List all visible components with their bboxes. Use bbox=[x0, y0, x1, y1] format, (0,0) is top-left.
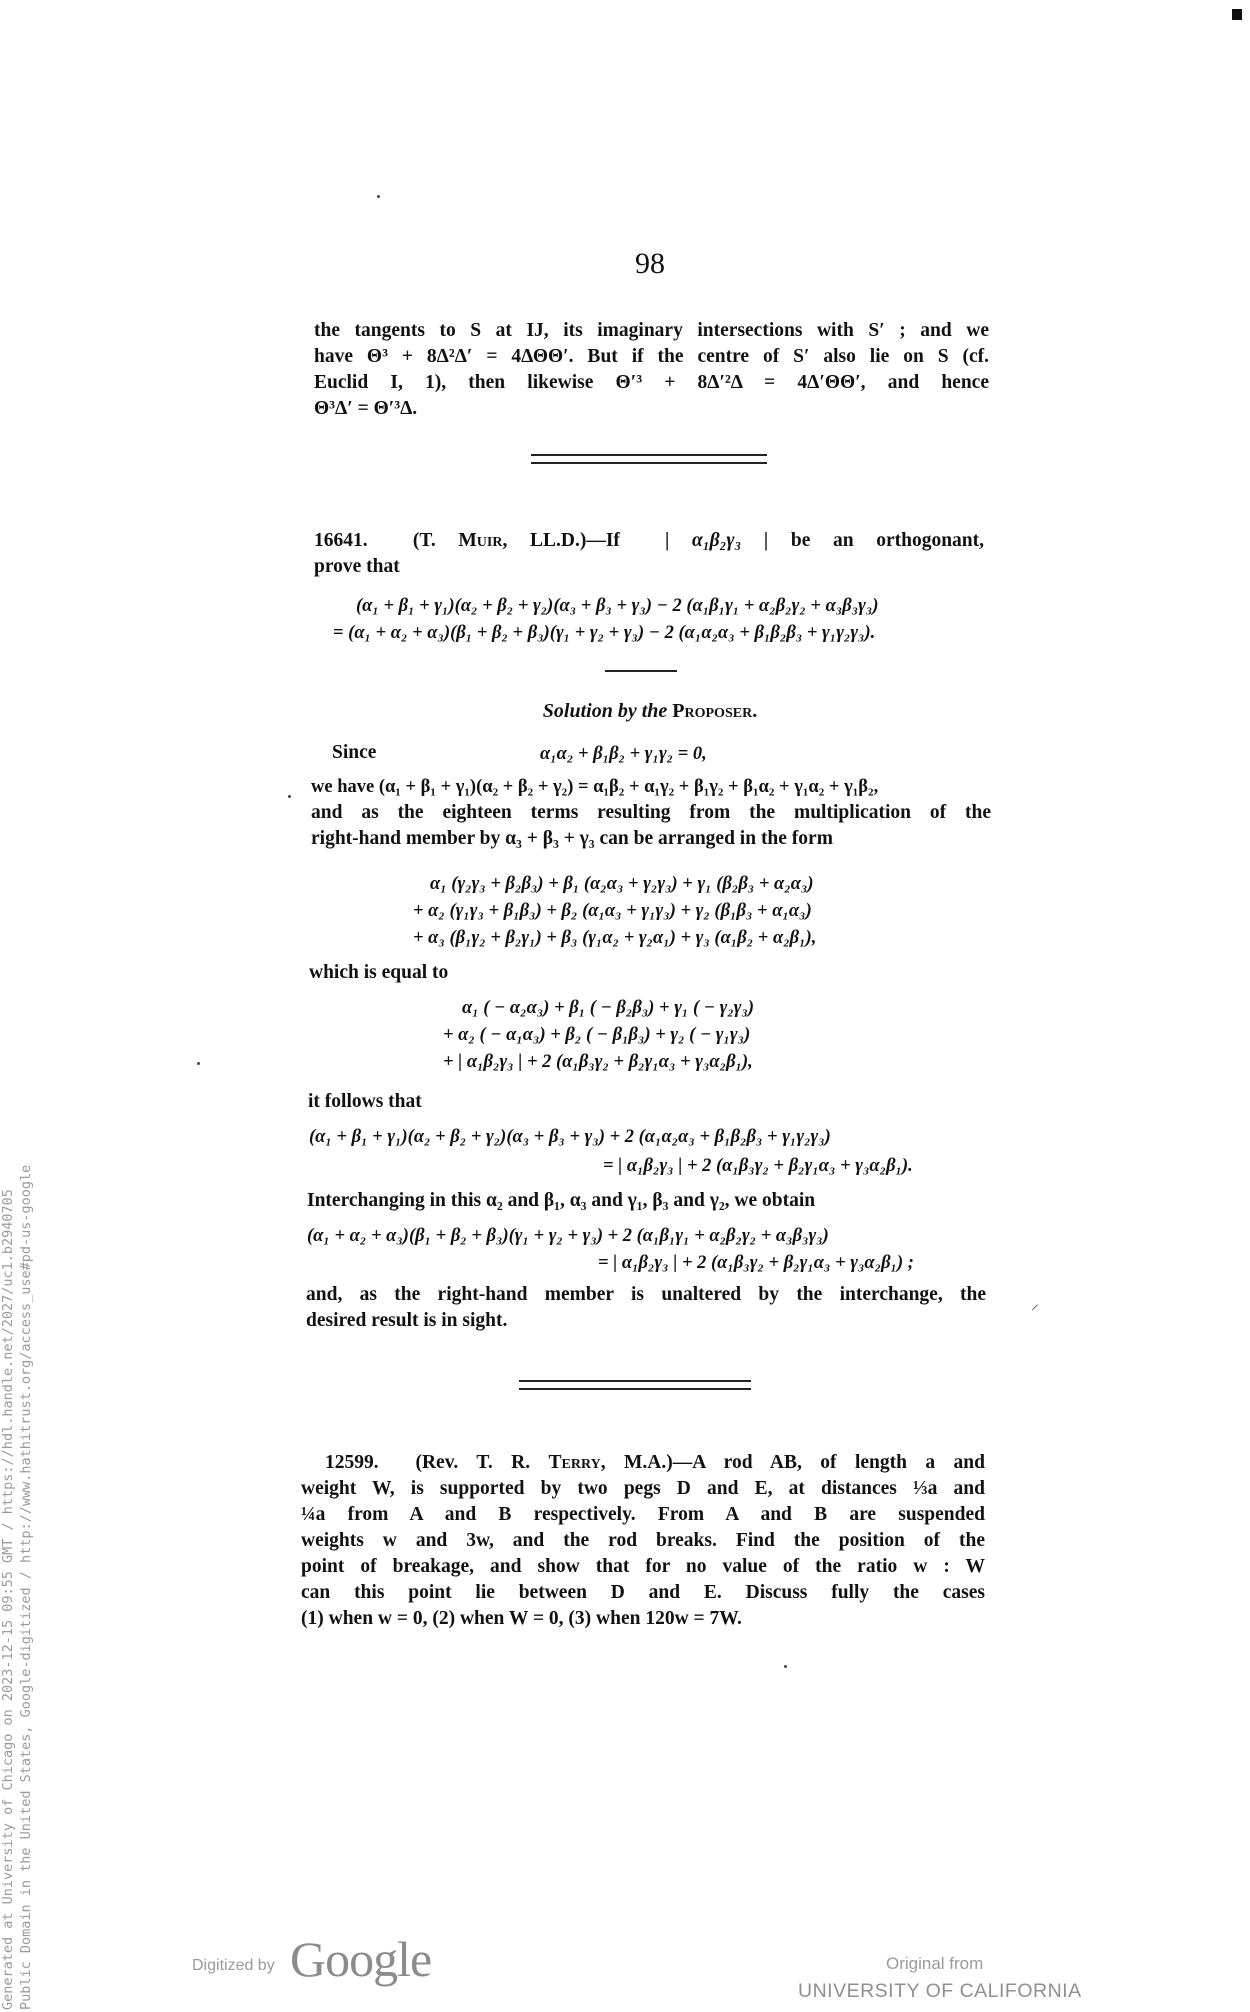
problem-16641-line1 bbox=[314, 528, 984, 554]
equation bbox=[443, 1022, 750, 1048]
equation-text: = (α₁ + α₂ + α₃)(β₁ + β₂ + β₃)(γ₁ + γ₂ + γ₃) − 2 (α₁α₂α₃ + β₁β₂β₃ + γ₁γ₂γ₃). bbox=[333, 623, 876, 643]
original-from-label: Original from bbox=[886, 1954, 984, 1973]
equation-text: + α₃ (β₁γ₂ + β₂γ₁) + β₃ (γ₁α₂ + γ₂α₁) + γ₃ (α₁β₂ + α₂β₁), bbox=[413, 928, 817, 948]
intro-line: the tangents to S at IJ, its imaginary intersections with S′ ; and we bbox=[314, 320, 989, 341]
equation bbox=[603, 1153, 913, 1179]
author-rest: , LL.D.)—If bbox=[502, 530, 620, 551]
intro-paragraph bbox=[314, 318, 989, 422]
we-have-line: we have (α₁ + β₁ + γ₁)(α₂ + β₂ + γ₂) = α₁β₂ + α₁γ₂ + β₁γ₂ + β₁α₂ + γ₁α₂ + γ₁β₂, bbox=[311, 777, 879, 797]
equation bbox=[413, 898, 812, 924]
problem-line: weight W, is supported by two pegs D and E, at distances ⅓a and bbox=[301, 1478, 985, 1499]
author-rest: , M.A.)—A rod AB, of length a and bbox=[600, 1452, 985, 1473]
equation-text: + α₂ ( − α₁α₃) + β₂ ( − β₁β₃) + γ₂ ( − γ₁γ₃) bbox=[443, 1025, 751, 1045]
equation bbox=[413, 925, 816, 951]
solution-heading-italic: Solution by the bbox=[542, 700, 668, 722]
equation bbox=[598, 1250, 914, 1276]
problem-16641-line2: prove that bbox=[314, 556, 400, 577]
scan-speck bbox=[197, 1062, 200, 1065]
scan-speck bbox=[288, 795, 291, 798]
follows bbox=[308, 1089, 988, 1115]
equation bbox=[309, 1124, 831, 1150]
problem-number: 12599. bbox=[325, 1452, 379, 1473]
which-equal bbox=[309, 960, 989, 986]
university-label: UNIVERSITY OF CALIFORNIA bbox=[798, 1980, 1082, 2002]
problem-line: weights w and 3w, and the rod breaks. Find the position of the bbox=[301, 1530, 985, 1551]
problem-line: point of breakage, and show that for no value of the ratio w : W bbox=[301, 1556, 985, 1577]
equation-text: = | α₁β₂γ₃ | + 2 (α₁β₃γ₂ + β₂γ₁α₃ + γ₃α₂β₁) ; bbox=[598, 1253, 914, 1273]
margin-line: Public Domain in the United States, Google-digitized / http://www.hathitrust.org/access_use#pd-us-google bbox=[18, 1164, 34, 2010]
scan-speck bbox=[784, 1665, 787, 1668]
which-equal-text: which is equal to bbox=[309, 962, 449, 983]
page-number: 98 bbox=[635, 247, 665, 280]
scan-speck bbox=[377, 195, 380, 198]
equation-text: α₁α₂ + β₁β₂ + γ₁γ₂ = 0, bbox=[540, 744, 707, 764]
solution-para1 bbox=[311, 774, 991, 852]
equation bbox=[356, 593, 879, 619]
intro-line: Θ³Δ′ = Θ′³Δ. bbox=[314, 398, 418, 419]
equation-text: = | α₁β₂γ₃ | + 2 (α₁β₃γ₂ + β₂γ₁α₃ + γ₃α₂β₁). bbox=[603, 1156, 913, 1176]
follows-text: it follows that bbox=[308, 1091, 422, 1112]
digitized-by-label: Digitized by bbox=[192, 1957, 275, 1974]
author-open: (T. bbox=[412, 530, 459, 551]
problem-16641 bbox=[314, 528, 984, 580]
scan-corner-mark bbox=[1232, 9, 1242, 20]
solution-heading-end: . bbox=[752, 700, 758, 722]
solution-heading bbox=[0, 700, 1250, 723]
problem-line: can this point lie between D and E. Discuss fully the cases bbox=[301, 1582, 985, 1603]
final-line: desired result is in sight. bbox=[306, 1310, 508, 1331]
equation bbox=[430, 871, 814, 897]
interchanging-text: Interchanging in this α₂ and β₁, α₃ and γ₁, β₃ and γ₂, we obtain bbox=[307, 1190, 816, 1211]
intro-line: Euclid I, 1), then likewise Θ′³ + 8Δ′²Δ = 4Δ′ΘΘ′, and hence bbox=[314, 372, 989, 393]
author-name: Terry bbox=[548, 1452, 601, 1473]
problem-line: ¼a from A and B respectively. From A and B are suspended bbox=[301, 1504, 985, 1525]
equation-text: (α₁ + α₂ + α₃)(β₁ + β₂ + β₃)(γ₁ + γ₂ + γ₃) + 2 (α₁β₁γ₁ + α₂β₂γ₂ + α₃β₃γ₃) bbox=[307, 1226, 829, 1246]
intro-line: have Θ³ + 8Δ²Δ′ = 4ΔΘΘ′. But if the centre of S′ also lie on S (cf. bbox=[314, 346, 989, 367]
equation-text: α₁ (γ₂γ₃ + β₂β₃) + β₁ (α₂α₃ + γ₂γ₃) + γ₁ (β₂β₃ + α₂α₃) bbox=[430, 874, 814, 894]
equation-text: (α₁ + β₁ + γ₁)(α₂ + β₂ + γ₂)(α₃ + β₃ + γ₃) − 2 (α₁β₁γ₁ + α₂β₂γ₂ + α₃β₃γ₃) bbox=[356, 596, 879, 616]
equation-text: α₁ ( − α₂α₃) + β₁ ( − β₂β₃) + γ₁ ( − γ₂γ₃) bbox=[462, 998, 755, 1018]
determinant: | α₁β₂γ₃ | bbox=[665, 530, 769, 551]
equation-text: (α₁ + β₁ + γ₁)(α₂ + β₂ + γ₂)(α₃ + β₃ + γ₃) + 2 (α₁α₂α₃ + β₁β₂β₃ + γ₁γ₂γ₃) bbox=[309, 1127, 831, 1147]
equation bbox=[540, 741, 707, 767]
margin-watermark bbox=[0, 1165, 35, 2010]
equation-text: + α₂ (γ₁γ₃ + β₁β₃) + β₂ (α₁α₃ + γ₁γ₃) + γ₂ (β₁β₃ + α₁α₃) bbox=[413, 901, 812, 921]
equation bbox=[307, 1223, 829, 1249]
problem-12599-line1 bbox=[301, 1450, 985, 1476]
solution-line: right-hand member by α₃ + β₃ + γ₃ can be arranged in the form bbox=[311, 828, 833, 849]
final-paragraph bbox=[306, 1282, 986, 1334]
scan-mark: ⸝ bbox=[1031, 1294, 1040, 1313]
final-line: and, as the right-hand member is unaltered by the interchange, the bbox=[306, 1284, 986, 1305]
after-determinant: be an orthogonant, bbox=[768, 530, 984, 551]
problem-number: 16641. bbox=[314, 530, 368, 551]
section-divider bbox=[531, 454, 767, 464]
short-divider bbox=[605, 670, 677, 672]
equation bbox=[333, 620, 875, 646]
author-open: (Rev. T. R. bbox=[415, 1452, 549, 1473]
google-logo: Google bbox=[290, 1931, 432, 1987]
interchanging bbox=[307, 1188, 987, 1214]
problem-line: (1) when w = 0, (2) when W = 0, (3) when 120w = 7W. bbox=[301, 1608, 742, 1629]
equation bbox=[443, 1049, 753, 1075]
problem-12599 bbox=[301, 1450, 985, 1632]
solution-heading-proposer: Proposer bbox=[672, 700, 753, 722]
equation bbox=[462, 995, 754, 1021]
equation-text: + | α₁β₂γ₃ | + 2 (α₁β₃γ₂ + β₂γ₁α₃ + γ₃α₂β₁), bbox=[443, 1052, 753, 1072]
margin-line: Generated at University of Chicago on 2023-12-15 09:55 GMT / https://hdl.handle.net/2027/uc1.b2940705 bbox=[0, 1189, 16, 2010]
section-divider bbox=[519, 1380, 751, 1390]
since-text: Since bbox=[332, 742, 377, 763]
solution-line: and as the eighteen terms resulting from the multiplication of the bbox=[311, 802, 991, 823]
author-name: Muir bbox=[458, 530, 503, 551]
